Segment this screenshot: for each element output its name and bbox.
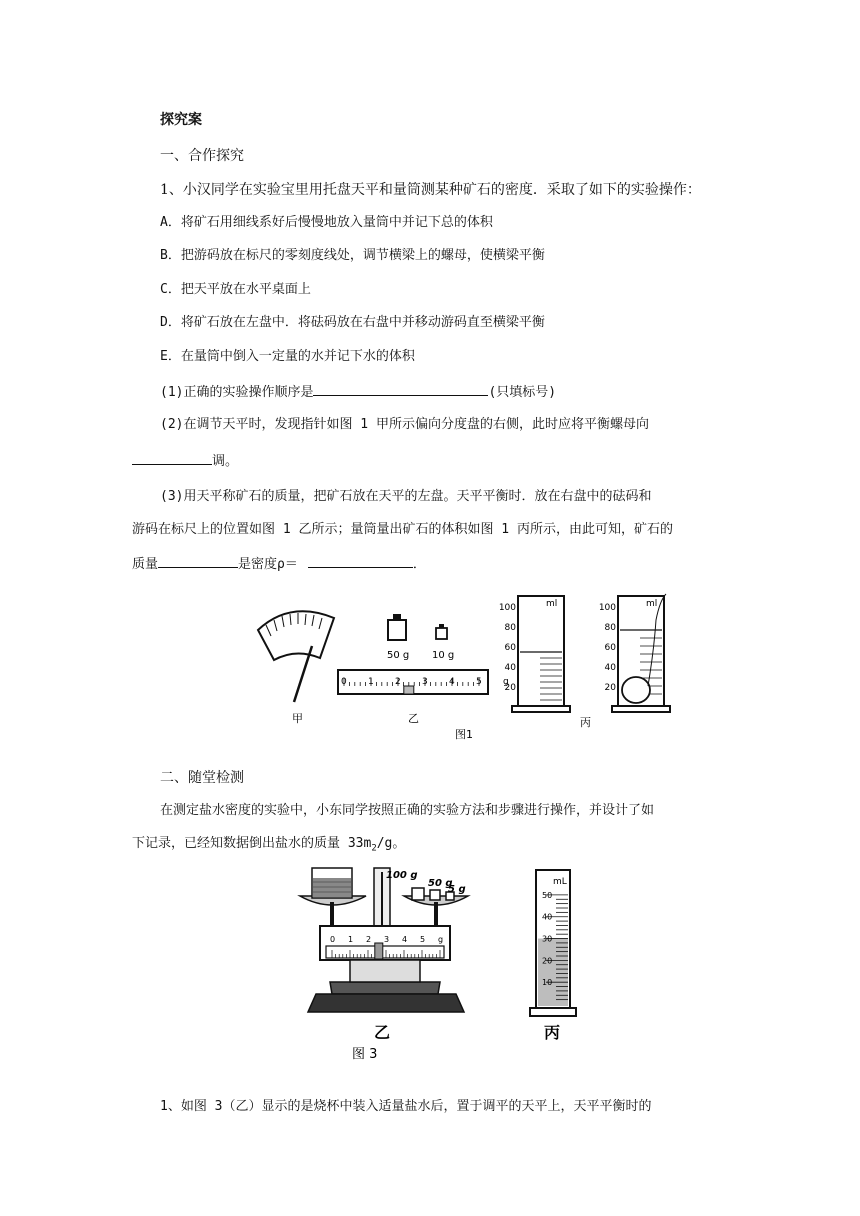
scale-rider bbox=[375, 943, 383, 959]
pointer-dial bbox=[258, 611, 334, 702]
cylinder-tick-label: 80 bbox=[504, 623, 516, 633]
figure-3-caption: 图 3 bbox=[352, 1047, 378, 1062]
sub-question-2-suffix: 调。 bbox=[212, 454, 239, 469]
figure-3-label-bing: 丙 bbox=[544, 1023, 561, 1042]
figure-3-label-yi: 乙 bbox=[374, 1023, 391, 1042]
section-title: 探究案 bbox=[160, 112, 202, 128]
salt-water bbox=[313, 878, 351, 897]
cylinder-tick-label: 100 bbox=[498, 603, 516, 613]
figure-1-label-jia: 甲 bbox=[292, 712, 303, 725]
density-end: ． bbox=[412, 557, 426, 572]
step-e: E．在量筒中倒入一定量的水并记下水的体积 bbox=[160, 349, 415, 364]
weight-100g bbox=[412, 888, 424, 900]
part2-line2-end: /g。 bbox=[376, 836, 406, 851]
cylinder-water bbox=[512, 596, 570, 712]
cylinder-with-ore bbox=[612, 594, 670, 712]
scale-tick-label: 4 bbox=[402, 935, 408, 944]
beaker bbox=[312, 868, 352, 898]
ruler-tick-label: 5 bbox=[476, 677, 482, 687]
answer-blank-mass[interactable] bbox=[158, 553, 238, 568]
ore-stone bbox=[622, 677, 650, 703]
cylinder-tick-label: 100 bbox=[598, 603, 616, 613]
cylinder-tick-label: 60 bbox=[604, 643, 616, 653]
scale-tick-label: 5 bbox=[420, 935, 426, 944]
ruler-tick-label: 3 bbox=[422, 677, 428, 687]
step-d: D．将矿石放在左盘中．将砝码放在右盘中并移动游码直至横梁平衡 bbox=[160, 315, 545, 330]
scale-tick-label: 0 bbox=[330, 935, 336, 944]
answer-blank-density[interactable] bbox=[308, 553, 413, 568]
figure-1-label-bing: 丙 bbox=[580, 716, 591, 729]
weight-50g-b bbox=[430, 890, 440, 900]
mass-label: 质量 bbox=[132, 557, 159, 572]
step-a: A．将矿石用细线系好后慢慢地放入量筒中并记下总的体积 bbox=[160, 215, 493, 230]
cylinder-tick-label: 20 bbox=[504, 683, 516, 693]
weight-50g bbox=[388, 614, 406, 640]
part1-heading: 一、合作探究 bbox=[160, 148, 244, 164]
weight-50g-label: 50 g bbox=[387, 650, 410, 661]
ruler-tick-label: 4 bbox=[449, 677, 455, 687]
weight-5g-label: 5 g bbox=[448, 884, 466, 895]
sub-question-3-line1: (3)用天平称矿石的质量，把矿石放在天平的左盘。天平平衡时．放在右盘中的砝码和 bbox=[160, 489, 652, 504]
cylinder-2-unit: ml bbox=[646, 599, 658, 609]
part2-line1: 在测定盐水密度的实验中，小东同学按照正确的实验方法和步骤进行操作，并设计了如 bbox=[160, 803, 655, 818]
figure-1-caption: 图1 bbox=[455, 728, 473, 741]
scale-tick-label: 3 bbox=[384, 935, 390, 944]
sub-question-3-line2: 游码在标尺上的位置如图 1 乙所示；量筒量出矿石的体积如图 1 丙所示，由此可知，矿石的 bbox=[132, 522, 673, 537]
sub-question-1-suffix: (只填标号) bbox=[488, 385, 557, 400]
part2-heading: 二、随堂检测 bbox=[160, 770, 244, 786]
cylinder-3-tick-label: 50 bbox=[542, 890, 553, 900]
figure-1-label-yi: 乙 bbox=[408, 712, 419, 725]
ruler-tick-label: 1 bbox=[368, 677, 374, 687]
sub-question-2-line1: (2)在调节天平时，发现指针如图 1 甲所示偏向分度盘的右侧，此时应将平衡螺母向 bbox=[160, 417, 649, 432]
sub-question-1-prefix: (1)正确的实验操作顺序是 bbox=[160, 385, 314, 400]
cylinder-3-tick-label: 20 bbox=[542, 956, 553, 966]
cylinder-tick-label: 40 bbox=[504, 663, 516, 673]
cylinder-liquid bbox=[538, 939, 568, 1006]
cylinder-tick-label: 40 bbox=[604, 663, 616, 673]
sub-question-1 bbox=[160, 381, 556, 403]
ruler bbox=[338, 670, 488, 694]
ruler-rider bbox=[404, 686, 414, 694]
scale-tick-label: 1 bbox=[348, 935, 354, 944]
cylinder-3-tick-label: 30 bbox=[542, 934, 553, 944]
cylinder-tick-label: 60 bbox=[504, 643, 516, 653]
figure-1 bbox=[250, 590, 690, 745]
ruler-tick-label: 2 bbox=[395, 677, 401, 687]
step-b: B．把游码放在标尺的零刻度线处，调节横梁上的螺母，使横梁平衡 bbox=[160, 248, 545, 263]
cylinder-3-tick-label: 40 bbox=[542, 912, 553, 922]
density-label: 是密度ρ＝ bbox=[238, 557, 298, 572]
ruler-tick-label: g bbox=[503, 677, 509, 687]
answer-blank-order[interactable] bbox=[313, 381, 488, 396]
cylinder-tick-label: 80 bbox=[604, 623, 616, 633]
part2-line2-text: 下记录，已经知数据倒出盐水的质量 33m bbox=[132, 836, 372, 851]
ruler-tick-label: 0 bbox=[341, 677, 347, 687]
scale-tick-label: 2 bbox=[366, 935, 372, 944]
weight-100g-label: 100 g bbox=[386, 870, 418, 881]
cylinder-1-unit: ml bbox=[546, 599, 558, 609]
weight-10g-label: 10 g bbox=[432, 650, 455, 661]
scale-tick-label: g bbox=[438, 935, 444, 944]
cylinder-3-tick-label: 10 bbox=[542, 978, 553, 988]
weight-50g-b-label: 50 g bbox=[428, 878, 453, 889]
figure-3 bbox=[290, 862, 600, 1062]
question-last: 1、如图 3（乙）显示的是烧杯中装入适量盐水后，置于调平的天平上，天平平衡时的 bbox=[160, 1099, 652, 1114]
answer-blank-direction[interactable] bbox=[132, 450, 212, 465]
cylinder-3-unit: mL bbox=[553, 877, 567, 887]
sub-question-2-line2 bbox=[132, 450, 238, 472]
part2-line2 bbox=[132, 834, 405, 859]
sub-question-3-line3 bbox=[132, 553, 426, 575]
part2-line2-subscript: 2 bbox=[371, 843, 377, 854]
cylinder-salt-water bbox=[530, 870, 576, 1016]
step-c: C．把天平放在水平桌面上 bbox=[160, 282, 311, 297]
cylinder-tick-label: 20 bbox=[604, 683, 616, 693]
question-1-intro: 1、小汉同学在实验宝里用托盘天平和量筒测某种矿石的密度．采取了如下的实验操作： bbox=[160, 182, 701, 198]
weight-10g bbox=[436, 624, 447, 639]
